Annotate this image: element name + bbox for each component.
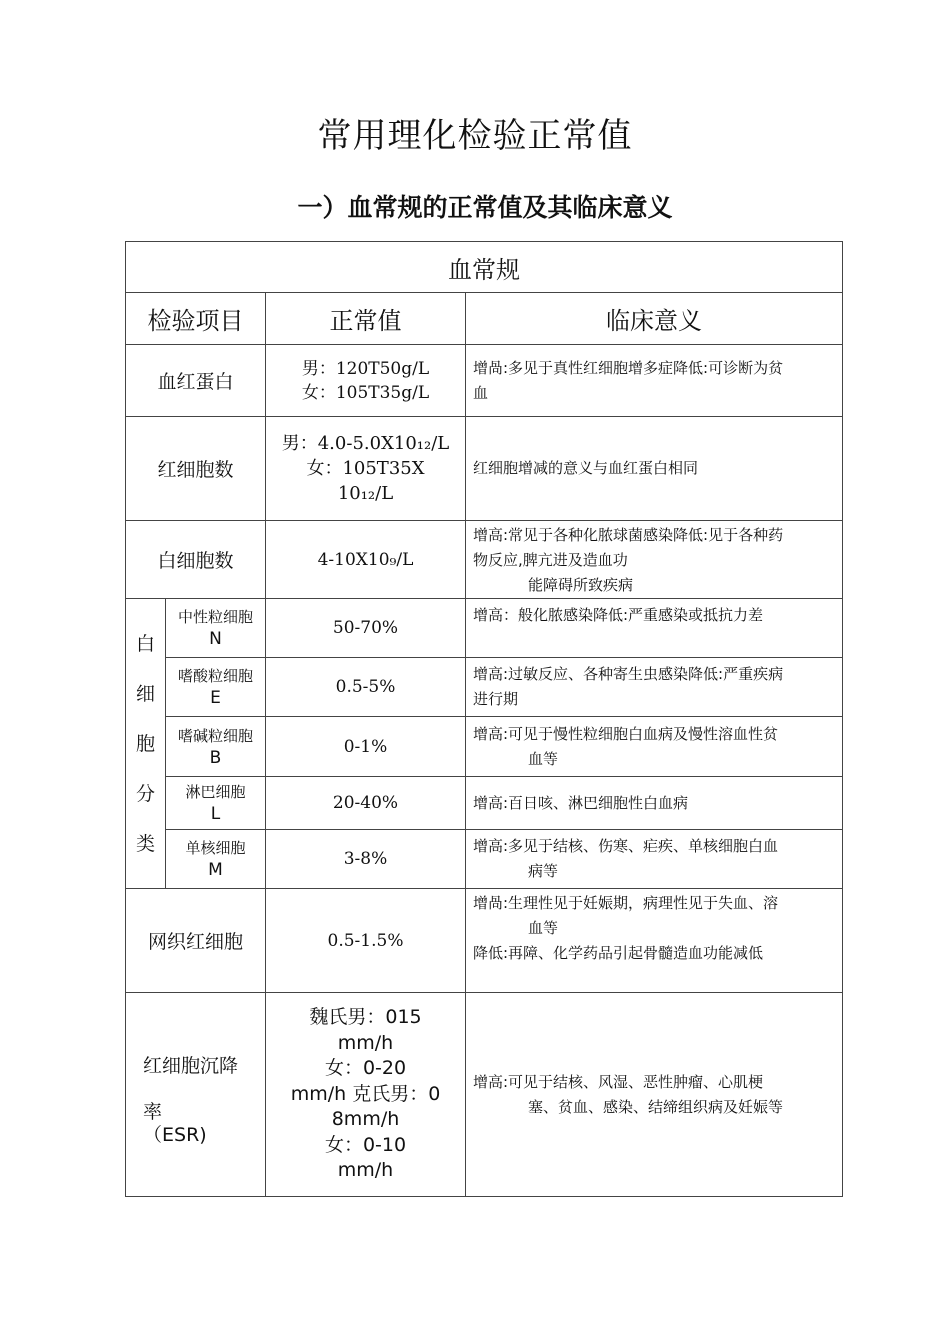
- row-item-neutrophil: [166, 599, 266, 658]
- sub-item-name: 中性粒细胞: [177, 608, 253, 626]
- header-normal-value: 正常值: [266, 293, 466, 345]
- row-value-hemoglobin: [266, 345, 466, 417]
- table-row: [126, 830, 843, 889]
- value-line: 女：0-10: [324, 1133, 407, 1156]
- group-char: 胞: [135, 732, 155, 755]
- group-char: 分: [135, 782, 155, 805]
- sub-item-code: E: [210, 688, 221, 708]
- meaning-line: 病等: [528, 862, 559, 880]
- value-line: 8mm/h: [331, 1108, 400, 1131]
- table-row: [126, 777, 843, 830]
- item-line: （ESR): [143, 1123, 207, 1146]
- row-meaning-basophil: [466, 717, 843, 777]
- row-value-neutrophil: 50-70%: [266, 599, 466, 658]
- value-line: 魏氏男：015: [309, 1006, 422, 1029]
- row-value-reticulocyte: 0.5-1.5%: [266, 889, 466, 993]
- item-line: 红细胞沉降: [143, 1054, 239, 1077]
- value-line: 女：105T35X: [306, 458, 425, 479]
- meaning-line: 进行期: [473, 690, 519, 708]
- row-meaning-lymphocyte: 增高:百日咳、淋巴细胞性白血病: [466, 777, 843, 830]
- meaning-line: 降低:再障、化学药品引起骨髓造血功能减低: [473, 944, 764, 962]
- row-value-rbc: [266, 417, 466, 521]
- header-item: 检验项目: [126, 293, 266, 345]
- row-value-wbc: 4-10X10₉/L: [266, 521, 466, 599]
- table-caption: 血常规: [126, 242, 843, 293]
- table-row: [126, 345, 843, 417]
- row-item-esr: [126, 993, 266, 1197]
- table-row: [126, 599, 843, 658]
- table-row: [126, 658, 843, 717]
- table-row: [126, 993, 843, 1197]
- sub-item-code: L: [210, 804, 221, 824]
- value-line: mm/h 克氏男：0: [290, 1082, 441, 1105]
- sub-item-code: N: [209, 629, 222, 649]
- row-meaning-neutrophil: 增高：般化脓感染降低:严重感染或抵抗力差: [466, 599, 843, 658]
- row-value-lymphocyte: 20-40%: [266, 777, 466, 830]
- row-item-monocyte: [166, 830, 266, 889]
- row-meaning-hemoglobin: [466, 345, 843, 417]
- meaning-line: 血等: [528, 749, 559, 768]
- row-meaning-monocyte: [466, 830, 843, 889]
- sub-item-name: 单核细胞: [185, 839, 246, 857]
- group-char: 细: [135, 682, 155, 705]
- row-item-eosinophil: [166, 658, 266, 717]
- meaning-line: 塞、贫血、感染、结缔组织病及妊娠等: [528, 1097, 784, 1116]
- row-value-monocyte: 3-8%: [266, 830, 466, 889]
- meaning-line: 增高:常见于各种化脓球菌感染降低:见于各种药: [473, 526, 784, 544]
- blood-routine-table: [125, 241, 843, 1197]
- sub-item-name: 淋巴细胞: [185, 783, 246, 801]
- row-item-hemoglobin: 血红蛋白: [126, 345, 266, 417]
- meaning-line: 血: [473, 383, 489, 402]
- row-item-lymphocyte: [166, 777, 266, 830]
- section-title: 一）血常规的正常值及其临床意义: [297, 193, 673, 222]
- wbc-differential-group-label: [126, 599, 166, 889]
- meaning-line: 增高:多见于结核、伤寒、疟疾、单核细胞白血: [473, 837, 779, 855]
- sub-item-name: 嗜酸粒细胞: [177, 667, 253, 685]
- value-line: 10₁₂/L: [337, 483, 394, 504]
- row-item-basophil: [166, 717, 266, 777]
- document-title: 常用理化检验正常值: [317, 116, 633, 156]
- sub-item-code: M: [208, 860, 223, 880]
- meaning-line: 增咼:多见于真性红细胞增多症降低:可诊断为贫: [473, 358, 784, 377]
- sub-item-code: B: [209, 747, 222, 768]
- row-item-reticulocyte: 网织红细胞: [126, 889, 266, 993]
- table-row: [126, 889, 843, 993]
- row-value-basophil: 0-1%: [266, 717, 466, 777]
- row-meaning-reticulocyte: [466, 889, 843, 993]
- meaning-line: 增高:过敏反应、各种寄生虫感染降低:严重疾病: [473, 665, 784, 683]
- table-row: [126, 417, 843, 521]
- row-value-esr: [266, 993, 466, 1197]
- meaning-line: 能障碍所致疾病: [528, 576, 634, 594]
- group-char: 白: [135, 632, 155, 655]
- meaning-line: 增高:可见于慢性粒细胞白血病及慢性溶血性贫: [473, 724, 779, 743]
- header-clinical-meaning: 临床意义: [466, 293, 843, 345]
- table-row: [126, 521, 843, 599]
- sub-item-name: 嗜碱粒细胞: [177, 726, 253, 745]
- meaning-line: 增咼:生理性见于妊娠期，病理性见于失血、溶: [473, 894, 779, 912]
- row-meaning-rbc: 红细胞增减的意义与血红蛋白相同: [466, 417, 843, 521]
- row-value-eosinophil: 0.5-5%: [266, 658, 466, 717]
- value-line: 男：4.0-5.0X10₁₂/L: [281, 433, 450, 454]
- meaning-line: 物反应,脾亢进及造血功: [473, 551, 628, 569]
- row-meaning-esr: [466, 993, 843, 1197]
- meaning-line: 血等: [528, 919, 559, 937]
- table-row: [126, 717, 843, 777]
- value-line: 女：0-20: [324, 1057, 407, 1080]
- group-char: 类: [135, 832, 155, 855]
- row-meaning-wbc: [466, 521, 843, 599]
- value-line: mm/h: [337, 1031, 394, 1054]
- meaning-line: 增高:可见于结核、风湿、恶性肿瘤、心肌梗: [473, 1072, 764, 1091]
- row-item-rbc: 红细胞数: [126, 417, 266, 521]
- item-line: 率: [143, 1100, 163, 1123]
- value-line: mm/h: [337, 1159, 394, 1182]
- value-line: 男：120T50g/L: [301, 358, 430, 379]
- row-item-wbc: 白细胞数: [126, 521, 266, 599]
- value-line: 女：105T35g/L: [301, 382, 430, 403]
- row-meaning-eosinophil: [466, 658, 843, 717]
